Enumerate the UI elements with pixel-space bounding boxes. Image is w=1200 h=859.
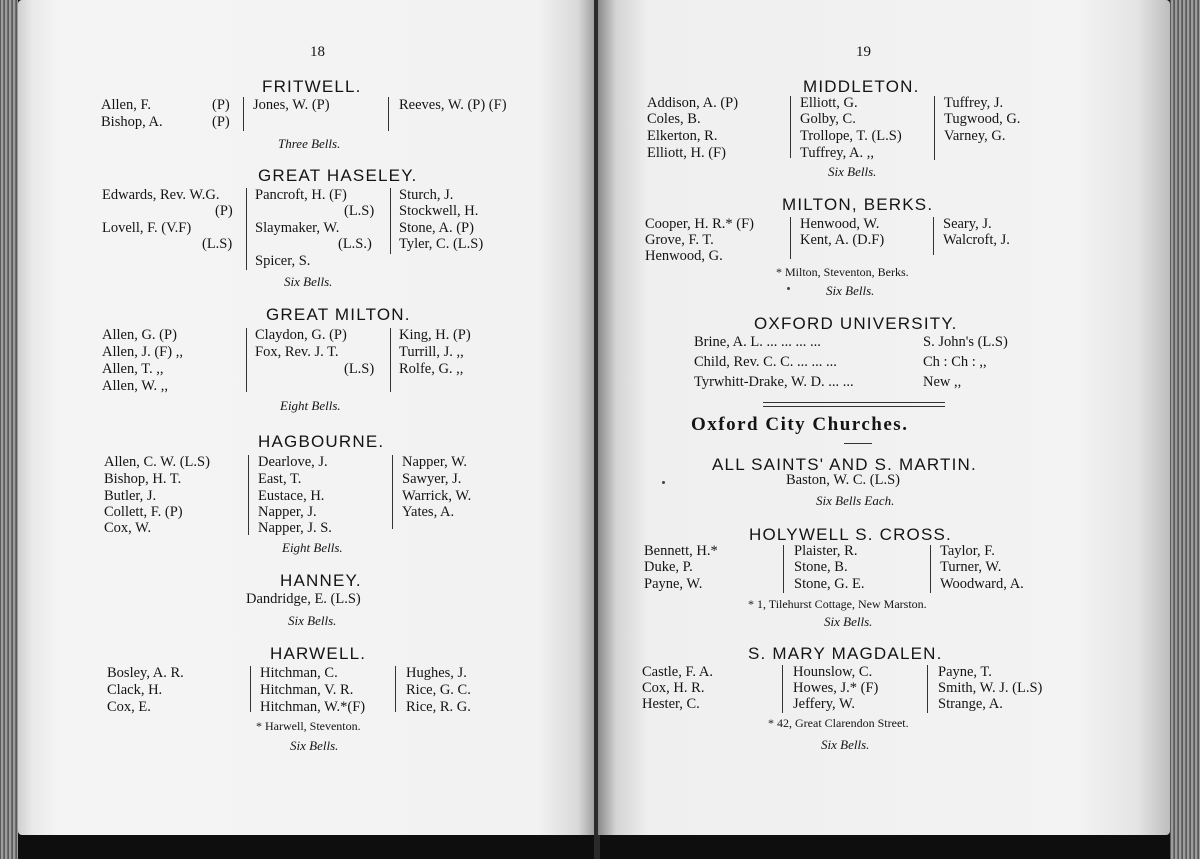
name-entry: Eustace, H. [258,488,325,504]
column-divider [246,328,247,392]
name-entry: Allen, C. W. (L.S) [104,454,210,470]
double-rule-bottom [763,406,945,407]
name-entry: Butler, J. [104,488,157,504]
name-entry: Bosley, A. R. [107,665,184,681]
name-entry: Hitchman, C. [260,665,338,681]
name-entry: Elliott, G. [800,95,858,111]
column-divider [930,545,931,593]
name-entry: Warrick, W. [402,488,472,504]
name-entry: Napper, J. [258,504,317,520]
name-entry: Henwood, G. [645,248,723,264]
name-entry: King, H. (P) [399,327,471,343]
name-entry: Lovell, F. (V.F) [102,220,192,236]
name-entry: Rolfe, G. ,, [399,361,464,377]
column-divider [927,665,928,713]
name-entry: Henwood, W. [800,216,880,232]
name-entry: Rice, G. C. [406,682,471,698]
column-divider [248,455,249,535]
name-entry: Woodward, A. [940,576,1024,592]
name-entry: Baston, W. C. (L.S) [786,472,900,488]
name-entry: Tugwood, G. [944,111,1021,127]
name-entry: Clack, H. [107,682,163,698]
section-title-oxford-university: OXFORD UNIVERSITY. [754,314,958,333]
name-entry: Hounslow, C. [793,664,873,680]
name-entry: Jones, W. (P) [253,97,330,113]
name-entry: Grove, F. T. [645,232,714,248]
college-entry: S. John's (L.S) [923,334,1008,350]
name-entry: Hitchman, W.*(F) [260,699,366,715]
name-entry: Allen, W. ,, [102,378,169,394]
bells-note: Six Bells. [290,738,339,753]
name-entry: Stockwell, H. [399,203,479,219]
column-divider [782,665,783,713]
double-rule-top [763,402,945,403]
name-entry: Turner, W. [940,559,1002,575]
college-entry: New ,, [923,374,962,390]
page-number: 18 [310,44,325,60]
section-title-milton-berks: MILTON, BERKS. [782,195,934,214]
right-page [598,0,1170,835]
name-entry: Payne, T. [938,664,992,680]
name-entry: Addison, A. (P) [647,95,739,111]
left-page-edges [0,0,18,859]
column-divider [390,188,391,254]
name-entry: Pancroft, H. (F) [255,187,347,203]
name-entry: Howes, J.* (F) [793,680,879,696]
name-entry: Tuffrey, J. [944,95,1004,111]
ringer-mark: (L.S) [344,361,375,377]
name-entry: Napper, W. [402,454,468,470]
ringer-mark: (P) [215,203,233,219]
column-divider [934,96,935,160]
name-entry: Bishop, H. T. [104,471,182,487]
section-title-middleton: MIDDLETON. [803,77,920,96]
section-title-harwell: HARWELL. [270,644,367,663]
ringer-mark: (L.S) [202,236,233,252]
name-entry: Collett, F. (P) [104,504,183,520]
name-entry: Golby, C. [800,111,856,127]
city-churches-heading: Oxford City Churches. [691,414,909,435]
name-entry: Sawyer, J. [402,471,462,487]
column-divider [246,188,247,270]
page-number: 19 [856,44,871,60]
name-entry: Duke, P. [644,559,693,575]
bells-note: Three Bells. [278,136,341,151]
name-entry: Edwards, Rev. W.G. [102,187,220,203]
section-title-great-milton: GREAT MILTON. [266,305,411,324]
column-divider [388,97,389,131]
bells-note: Eight Bells. [282,540,343,555]
bells-note: Six Bells. [288,613,337,628]
ringer-mark: (P) [212,114,230,130]
name-entry: Stone, A. (P) [399,220,474,236]
name-entry: Castle, F. A. [642,664,713,680]
name-entry: Payne, W. [644,576,703,592]
section-title-fritwell: FRITWELL. [262,77,362,96]
name-entry: Allen, J. (F) ,, [102,344,183,360]
name-entry: Taylor, F. [940,543,995,559]
footnote: * 42, Great Clarendon Street. [768,716,909,730]
column-divider [250,666,251,712]
name-entry: Rice, R. G. [406,699,471,715]
section-title-hagbourne: HAGBOURNE. [258,432,385,451]
name-entry: Cox, E. [107,699,151,715]
column-divider [392,455,393,529]
name-entry: Spicer, S. [255,253,311,269]
university-ringer-name: Brine, A. L. ... ... ... ... [694,334,821,350]
name-entry: Turrill, J. ,, [399,344,464,360]
section-title-holywell: HOLYWELL S. CROSS. [749,525,952,544]
section-title-hanney: HANNEY. [280,571,362,590]
bells-note: Six Bells. [821,737,870,752]
ringer-mark: (P) [212,97,230,113]
name-entry: Tyler, C. (L.S) [399,236,484,252]
name-entry: Sturch, J. [399,187,454,203]
print-speck [787,287,790,290]
column-divider [783,545,784,593]
name-entry: Napper, J. S. [258,520,332,536]
name-entry: Reeves, W. (P) (F) [399,97,507,113]
name-entry: Strange, A. [938,696,1003,712]
name-entry: Claydon, G. (P) [255,327,347,343]
left-page [18,0,596,835]
bells-note: Six Bells. [828,164,877,179]
name-entry: Bishop, A. [101,114,163,130]
bells-note: Eight Bells. [280,398,341,413]
short-rule [844,443,872,444]
university-ringer-name: Tyrwhitt-Drake, W. D. ... ... [694,374,854,390]
college-entry: Ch : Ch : ,, [923,354,987,370]
name-entry: Coles, B. [647,111,701,127]
name-entry: Plaister, R. [794,543,858,559]
right-page-edges [1170,0,1200,859]
section-title-s-mary-magdalen: S. MARY MAGDALEN. [748,644,943,663]
name-entry: Fox, Rev. J. T. [255,344,339,360]
name-entry: Smith, W. J. (L.S) [938,680,1043,696]
name-entry: East, T. [258,471,302,487]
name-entry: Varney, G. [944,128,1006,144]
name-entry: Hitchman, V. R. [260,682,354,698]
name-entry: Dandridge, E. (L.S) [246,591,361,607]
bells-note: Six Bells. [284,274,333,289]
print-speck [662,481,665,484]
footnote: * Milton, Steventon, Berks. [776,265,909,279]
name-entry: Slaymaker, W. [255,220,340,236]
name-entry: Elkerton, R. [647,128,718,144]
ringer-mark: (L.S.) [338,236,372,252]
name-entry: Cooper, H. R.* (F) [645,216,754,232]
column-divider [390,328,391,392]
name-entry: Allen, G. (P) [102,327,177,343]
name-entry: Cox, H. R. [642,680,705,696]
name-entry: Dearlove, J. [258,454,328,470]
name-entry: Jeffery, W. [793,696,856,712]
bells-note: Six Bells. [826,283,875,298]
section-title-all-saints: ALL SAINTS' AND S. MARTIN. [712,455,977,474]
university-ringer-name: Child, Rev. C. C. ... ... ... [694,354,837,370]
ringer-mark: (L.S) [344,203,375,219]
name-entry: Allen, T. ,, [102,361,164,377]
section-title-great-haseley: GREAT HASELEY. [258,166,418,185]
column-divider [243,97,244,131]
name-entry: Cox, W. [104,520,152,536]
column-divider [790,217,791,259]
footnote: * Harwell, Steventon. [256,719,361,733]
name-entry: Hester, C. [642,696,700,712]
name-entry: Trollope, T. (L.S) [800,128,902,144]
name-entry: Hughes, J. [406,665,467,681]
name-entry: Elliott, H. (F) [647,145,726,161]
name-entry: Allen, F. [101,97,151,113]
column-divider [395,666,396,712]
name-entry: Walcroft, J. [943,232,1010,248]
column-divider [790,96,791,158]
name-entry: Yates, A. [402,504,455,520]
bells-note: Six Bells Each. [816,493,895,508]
name-entry: Kent, A. (D.F) [800,232,885,248]
name-entry: Seary, J. [943,216,992,232]
name-entry: Tuffrey, A. ,, [800,145,874,161]
column-divider [933,217,934,255]
bells-note: Six Bells. [824,614,873,629]
footnote: * 1, Tilehurst Cottage, New Marston. [748,597,927,611]
name-entry: Stone, G. E. [794,576,865,592]
name-entry: Stone, B. [794,559,848,575]
name-entry: Bennett, H.* [644,543,718,559]
